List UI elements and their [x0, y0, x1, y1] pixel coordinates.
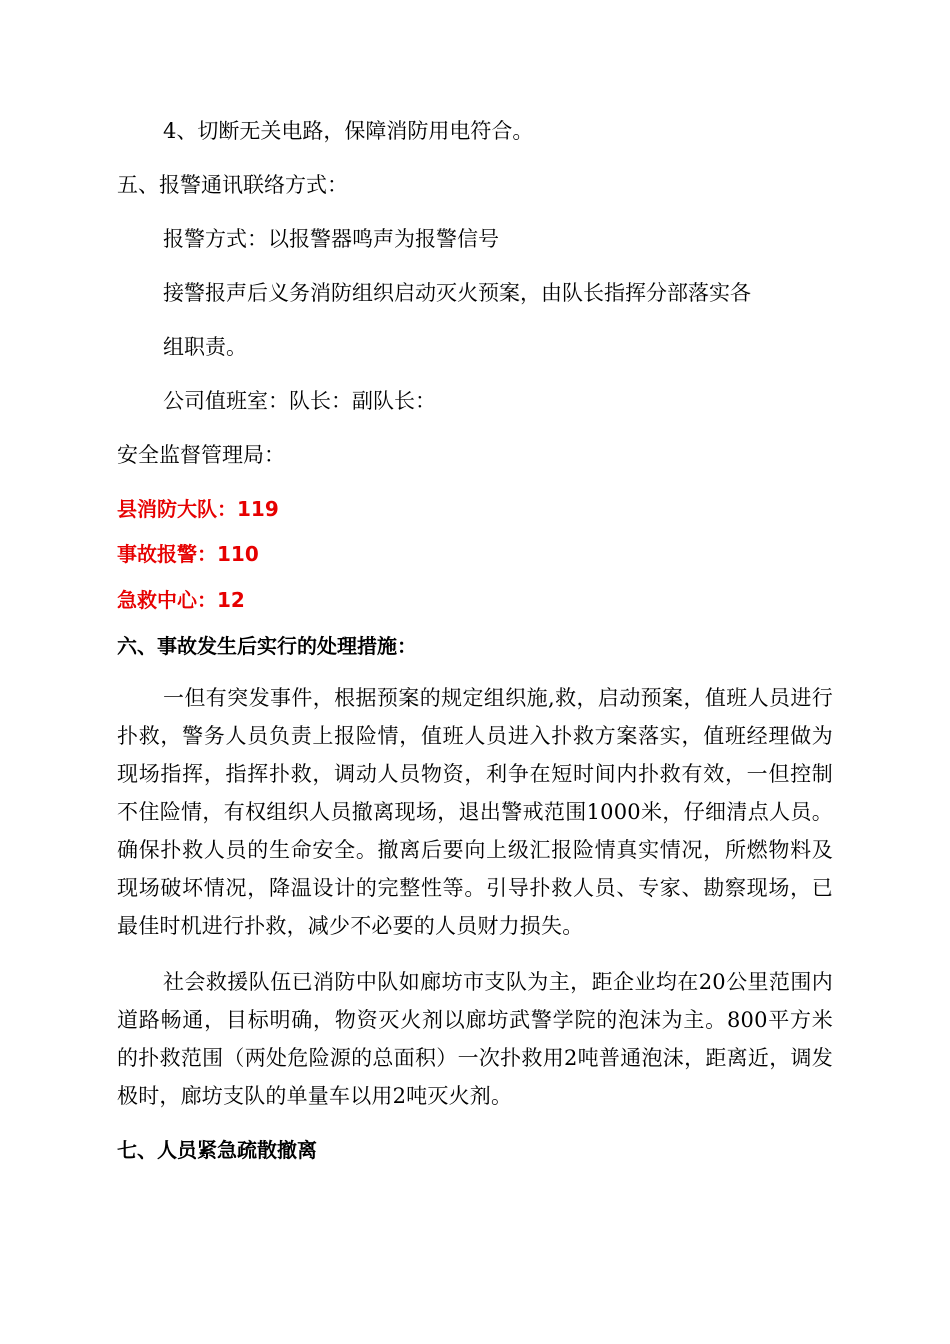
alarm-method-text: 报警方式：以报警器鸣声为报警信号	[163, 227, 499, 251]
section-6-heading: 六、事故发生后实行的处理措施：	[117, 634, 417, 658]
fire-brigade-number: 县消防大队：119	[117, 497, 279, 521]
section-6-paragraph-2: 社会救援队伍已消防中队如廊坊市支队为主，距企业均在20公里范围内道路畅通，目标明确，物资灭火剂以廊坊武警学院的泡沫为主。800平方米的扑救范围（两处危险源的总面积）一次扑救用2吨普通泡沫，距离近，调发极时，廊坊支队的单量车以用2吨灭火剂。	[117, 970, 833, 1108]
section-7-heading: 七、人员紧急疏散撤离	[117, 1138, 317, 1162]
item-4-text: 4、切断无关电路，保障消防用电符合。	[163, 119, 534, 143]
alarm-response-line-2: 组职责。	[163, 335, 247, 359]
accident-report-number: 事故报警：110	[117, 542, 259, 566]
section-5-heading: 五、报警通讯联络方式：	[117, 173, 348, 197]
duty-room-contacts: 公司值班室：队长：副队长：	[163, 389, 436, 413]
alarm-response-line-1: 接警报声后义务消防组织启动灭火预案，由队长指挥分部落实各	[163, 281, 751, 305]
safety-bureau-contact: 安全监督管理局：	[117, 443, 285, 467]
first-aid-number: 急救中心：12	[117, 588, 245, 612]
section-6-paragraph-1: 一但有突发事件，根据预案的规定组织施,救，启动预案，值班人员进行扑救，警务人员负责上报险情，值班人员进入扑救方案落实，值班经理做为现场指挥，指挥扑救，调动人员物资，利争在短时间内扑救有效，一但控制不住险情，有权组织人员撤离现场，退出警戒范围1000米，仔细清点人员。确保扑救人员的生命安全。撤离后要向上级汇报险情真实情况，所燃物料及现场破坏情况，降温设计的完整性等。引导扑救人员、专家、勘察现场，已最佳时机进行扑救，减少不必要的人员财力损失。	[117, 686, 833, 938]
